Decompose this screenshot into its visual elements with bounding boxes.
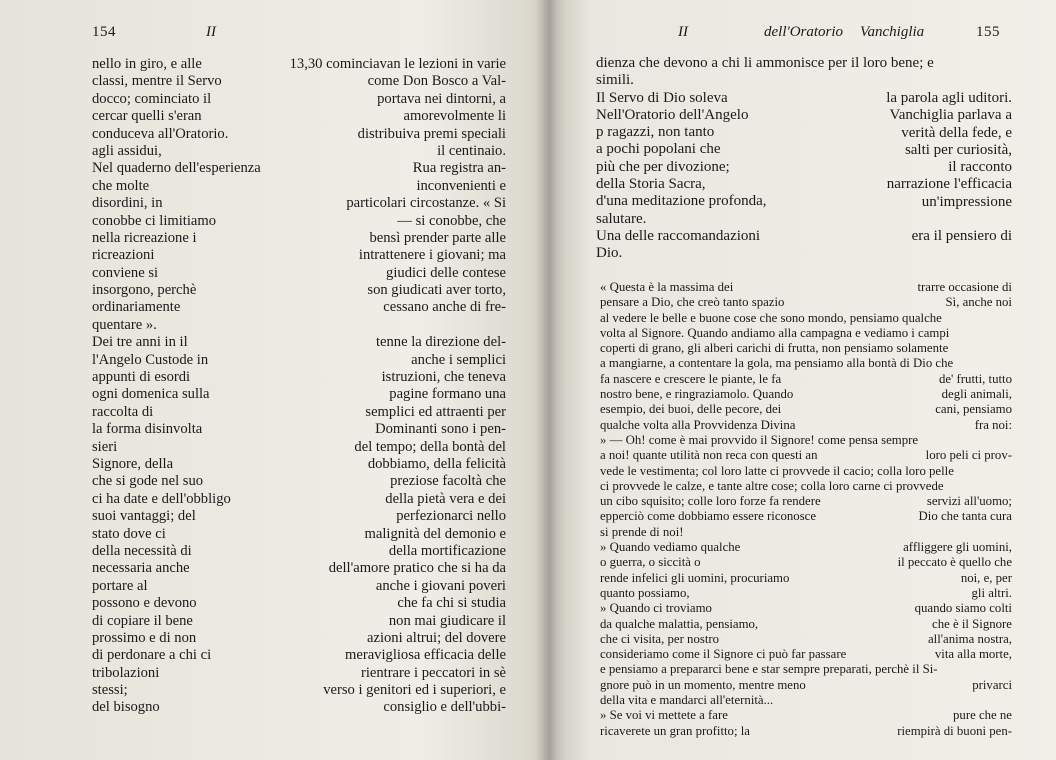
text-line [846, 311, 1012, 326]
text-line: Dio. [596, 245, 623, 262]
text-line: pure che ne [953, 708, 1012, 723]
text-line: Dio che tanta cura [918, 509, 1012, 524]
text-line: ogni domenica sulla [92, 386, 210, 403]
text-line: tribolazioni [92, 664, 160, 681]
text-line: al vedere le belle e buone cose che sono mondo, pensiamo qualche [600, 310, 942, 325]
left-text-column-b [262, 56, 506, 717]
text-line: che è il Signore [932, 616, 1012, 631]
text-line [846, 662, 1012, 677]
text-line: che molte [92, 177, 150, 194]
text-line: Sì, anche noi [945, 295, 1012, 310]
text-line: all'anima nostra, [927, 631, 1012, 646]
text-line: del tempo; della bontà del [354, 438, 506, 455]
text-line: il racconto [948, 159, 1012, 176]
text-line: « Questa è la massima dei [600, 280, 734, 294]
text-line: affliggere gli uomini, [903, 540, 1012, 555]
text-line: » Quando vediamo qualche [600, 540, 741, 555]
text-line: della necessità di [92, 542, 192, 559]
text-line: di copiare il bene [92, 612, 193, 629]
text-line: consideriamo come il Signore ci può far passare [600, 647, 847, 662]
text-line: della Storia Sacra, [596, 176, 706, 193]
text-line: era il pensiero di [911, 228, 1012, 245]
text-line: perfezionarci nello [396, 508, 506, 525]
quote-block-right [846, 280, 1012, 739]
text-line: bensì prender parte alle [369, 229, 506, 246]
text-line: particolari circostanze. « Si [346, 195, 506, 212]
text-line: a pochi popolani che [596, 141, 721, 158]
text-line: rientrare i peccatori in sè [360, 664, 506, 681]
text-line: a mangiarne, a contentare la gola, ma pensiamo alla bontà di Dio che [600, 356, 954, 371]
text-line: sieri [92, 438, 118, 455]
text-line [846, 479, 1012, 494]
text-line: privarci [972, 677, 1012, 692]
text-line: simili. [596, 72, 634, 89]
text-line [846, 326, 1012, 341]
text-line: cessano anche di fre- [383, 299, 506, 316]
text-line: o guerra, o siccità o [600, 555, 701, 570]
text-line: nella ricreazione i [92, 229, 197, 246]
text-line: vede le vestimenta; col loro latte ci provvede il cacio; colla loro pelle [600, 463, 954, 478]
text-line: portava nei dintorni, a [377, 90, 506, 107]
right-running-head-title: dell'Oratorio [764, 24, 844, 40]
text-line: la parola agli uditori. [886, 90, 1012, 106]
text-line: salti per curiosità, [904, 141, 1012, 158]
text-line: epperciò come dobbiamo essere riconosce [600, 509, 817, 524]
text-line: Una delle raccomandazioni [596, 227, 761, 244]
text-line: rende infelici gli uomini, procuriamo [600, 570, 790, 585]
text-line: ricaverete un gran profitto; la [600, 723, 750, 738]
text-line: del bisogno [92, 699, 160, 716]
text-line: pensare a Dio, che creò tanto spazio [600, 295, 785, 310]
text-line: gnore può in un momento, mentre meno [600, 677, 806, 692]
left-text-column-a [92, 56, 261, 717]
text-line: conviene si [92, 264, 159, 281]
text-line: volta al Signore. Quando andiamo alla campagna e vediamo i campi [600, 325, 950, 340]
text-line: dienza che devono a chi li ammonisce per il loro bene; e [596, 55, 934, 71]
text-line: p ragazzi, non tanto [596, 124, 715, 141]
text-line: fa nascere e crescere le piante, le fa [600, 371, 782, 386]
text-line: fra noi: [974, 417, 1012, 432]
text-line: coperti di grano, gli alberi carichi di frutta, non pensiamo solamente [600, 341, 949, 356]
text-line: semplici ed attraenti per [365, 403, 506, 420]
right-running-head-place: Vanchiglia [860, 24, 925, 40]
text-line: ordinariamente [92, 299, 181, 316]
text-line [844, 211, 1012, 228]
text-line: salutare. [596, 210, 647, 227]
text-line: Rua registra an- [412, 160, 506, 177]
text-line: verità della fede, e [901, 124, 1012, 141]
text-line: docco; cominciato il [92, 90, 212, 107]
text-line: conobbe ci limitiamo [92, 212, 217, 229]
text-line: cercar quelli s'eran [92, 108, 202, 125]
text-line: Vanchiglia parlava a [889, 107, 1012, 124]
text-line: raccolta di [92, 403, 154, 420]
text-line: anche i giovani poveri [375, 577, 506, 594]
text-line: cani, pensiamo [935, 402, 1012, 417]
text-line: preziose facoltà che [390, 473, 506, 490]
text-line: ci provvede le calze, e tante altre cose; colla loro carne ci provvede [600, 478, 944, 493]
text-line: Dei tre anni in il [92, 334, 188, 351]
text-line: narrazione l'efficacia [886, 176, 1012, 193]
text-line: la forma disinvolta [92, 421, 203, 438]
text-line [846, 433, 1012, 448]
text-line: trarre occasione di [917, 280, 1012, 294]
text-line: noi, e, per [960, 570, 1012, 585]
text-line: inconvenienti e [416, 177, 506, 194]
text-line: possono e devono [92, 595, 197, 612]
text-line: prossimo e di non [92, 629, 197, 646]
text-line: necessaria anche [92, 560, 190, 577]
text-line: de' frutti, tutto [938, 371, 1012, 386]
text-line: suoi vantaggi; del [92, 508, 196, 525]
text-line: istruzioni, che teneva [381, 369, 506, 386]
text-line: agli assidui, [92, 142, 162, 159]
text-line: qualche volta alla Provvidenza Divina [600, 417, 796, 432]
text-line: portare al [92, 577, 148, 594]
text-line: più che per divozione; [596, 158, 730, 175]
text-line: che si gode nel suo [92, 473, 204, 490]
text-line: quanto possiamo, [600, 585, 690, 600]
text-line: loro peli ci prov- [925, 448, 1012, 463]
text-line: nostro bene, e ringraziamolo. Quando [600, 387, 794, 402]
right-page [556, 0, 1056, 760]
text-line: che fa chi si studia [397, 595, 506, 612]
right-running-head-section: II [678, 24, 688, 40]
text-line: di perdonare a chi ci [92, 647, 212, 664]
text-line: Dominanti sono i pen- [375, 421, 506, 438]
text-line: nello in giro, e alle [92, 56, 202, 72]
text-line: 13,30 cominciavan le lezioni in varie [289, 56, 506, 72]
text-line: che ci visita, per nostro [600, 631, 720, 646]
text-line: anche i semplici [411, 351, 506, 368]
text-line: Signore, della [92, 455, 174, 472]
right-page-number: 155 [976, 24, 1000, 40]
text-line: il peccato è quello che [897, 555, 1012, 570]
text-line: un cibo squisito; colle loro forze fa rendere [600, 494, 821, 509]
text-line: della pietà vera e dei [385, 490, 506, 507]
text-line: consiglio e dell'ubbi- [383, 699, 506, 716]
text-line: malignità del demonio e [364, 525, 506, 542]
text-line: Nell'Oratorio dell'Angelo [596, 106, 749, 123]
text-line: verso i genitori ed i superiori, e [323, 682, 506, 699]
text-line: gli altri. [971, 585, 1012, 600]
text-line [846, 464, 1012, 479]
left-running-head: II [206, 24, 216, 40]
text-line [846, 341, 1012, 356]
text-line: Nel quaderno dell'esperienza [92, 160, 261, 177]
text-line: quentare ». [92, 316, 157, 333]
text-line: azioni altrui; del dovere [367, 629, 506, 646]
text-line: si prende di noi! [600, 524, 684, 539]
text-line: un'impressione [921, 193, 1012, 210]
text-line: ci ha date e dell'obbligo [92, 490, 231, 507]
text-line: classi, mentre il Servo [92, 73, 222, 90]
text-line: il centinaio. [437, 142, 506, 159]
text-line [846, 525, 1012, 540]
text-line: ricreazioni [92, 247, 155, 264]
text-line: l'Angelo Custode in [92, 351, 209, 368]
text-line: d'una meditazione profonda, [596, 193, 767, 210]
text-line: riempirà di buoni pen- [897, 723, 1012, 738]
text-line: come Don Bosco a Val- [367, 73, 506, 90]
text-line: — si conobbe, che [397, 212, 506, 229]
text-line [846, 693, 1012, 708]
text-line: intrattenere i giovani; ma [358, 247, 506, 264]
text-line: » Se voi vi mettete a fare [600, 708, 728, 723]
text-line: dobbiamo, della felicità [367, 455, 506, 472]
text-line: da qualche malattia, pensiamo, [600, 616, 759, 631]
text-line: tenne la direzione del- [375, 334, 506, 351]
text-line: disordini, in [92, 195, 163, 212]
text-line: Il Servo di Dio soleva [596, 89, 728, 106]
text-line [262, 317, 506, 334]
text-line: appunti di esordi [92, 369, 191, 386]
text-line: pagine formano una [389, 386, 506, 403]
text-line: » Quando ci troviamo [600, 601, 712, 616]
text-line: dell'amore pratico che si ha da [328, 560, 506, 577]
text-line: vita alla morte, [934, 647, 1012, 662]
text-line: della vita e mandarci all'eternità... [600, 693, 774, 708]
text-line: e pensiamo a prepararci bene e star sempre preparati, perchè il Si- [600, 662, 938, 677]
text-line: » — Oh! come è mai provvido il Signore! come pensa sempre [600, 432, 919, 447]
text-line: degli animali, [941, 387, 1012, 402]
text-line: quando siamo colti [914, 601, 1012, 616]
text-line: della mortificazione [388, 542, 506, 559]
text-line [846, 356, 1012, 371]
text-line: meravigliosa efficacia delle [345, 647, 506, 664]
text-line: stessi; [92, 682, 128, 699]
text-line: giudici delle contese [386, 264, 506, 281]
text-line: non mai giudicare il [388, 612, 506, 629]
left-page-number: 154 [92, 24, 116, 40]
text-line: servizi all'uomo; [926, 494, 1012, 509]
text-line: stato dove ci [92, 525, 166, 542]
text-line: esempio, dei buoi, delle pecore, dei [600, 402, 782, 417]
text-line: insorgono, perchè [92, 282, 197, 299]
text-line: a noi! quante utilità non reca con questi an [600, 448, 818, 463]
right-side-text [844, 90, 1012, 246]
text-line: distribuiva premi speciali [357, 125, 506, 142]
text-line: son giudicati aver torto, [367, 282, 506, 299]
text-line: conduceva all'Oratorio. [92, 125, 229, 142]
text-line: amorevolmente li [403, 108, 506, 125]
